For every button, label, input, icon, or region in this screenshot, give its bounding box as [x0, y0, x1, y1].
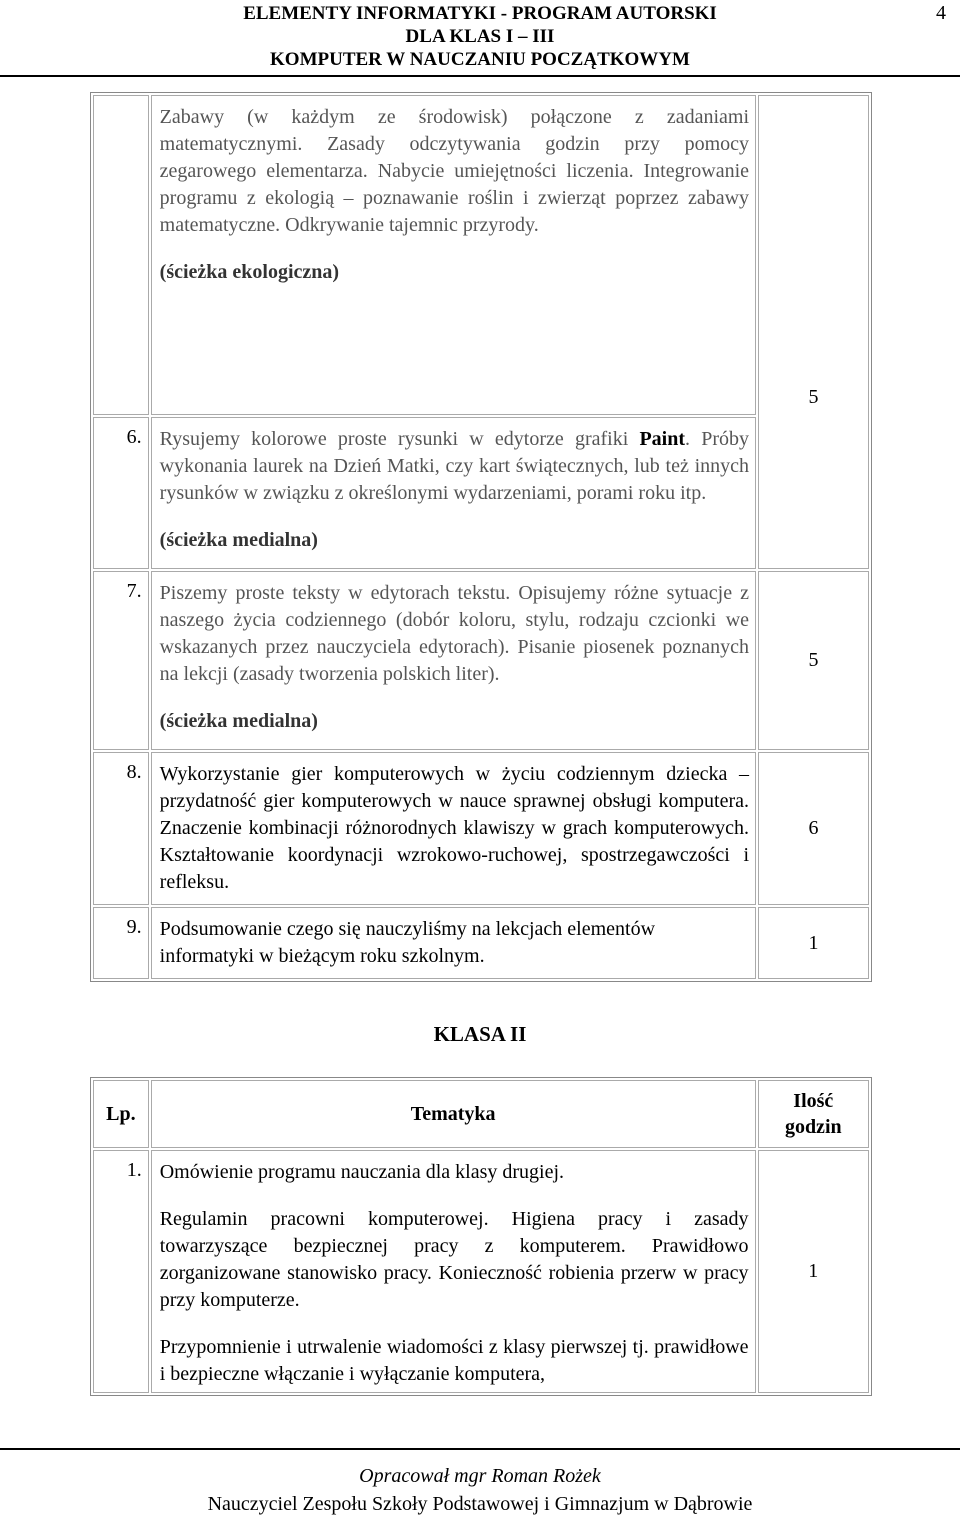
footer-school: Nauczyciel Zespołu Szkoły Podstawowej i Gimnazjum w Dąbrowie [207, 1493, 753, 1515]
column-header-lp: Lp. [93, 1080, 149, 1148]
document-header [0, 2, 960, 71]
document-footer [0, 1462, 960, 1518]
table-header-row [93, 1080, 869, 1148]
row-number: 7. [93, 571, 149, 750]
hours-cell: 5 [758, 95, 869, 569]
table-row [93, 1150, 869, 1393]
row-number: 9. [93, 907, 149, 979]
section-title: KLASA II [433, 1022, 527, 1046]
row-number [93, 95, 149, 415]
row-content [151, 907, 756, 979]
row-number: 6. [93, 417, 149, 569]
table-row [93, 752, 869, 905]
row-content [151, 1150, 756, 1393]
curriculum-table-klasa-1 [90, 92, 872, 982]
topic-text: Przypomnienie i utrwalenie wiadomości z klasy pierwszej tj. prawidłowe i bezpieczne włączanie i wyłączanie komputera, [159, 1336, 749, 1385]
topic-text: Zabawy (w każdym ze środowisk) połączone z zadaniami matematycznymi. Zasady odczytywania godzin przy pomocy zegarowego elementarza. Nabycie umiejętności liczenia. Integrowanie programu z ekologią – poznawanie roślin i zwierząt poprzez zabawy matematyczne. Odkrywanie tajemnic przyrody. [159, 106, 750, 236]
hours-cell: 1 [758, 907, 869, 979]
topic-text: Omówienie programu nauczania dla klasy drugiej. [159, 1161, 565, 1183]
table-row [93, 95, 869, 415]
topic-text: Regulamin pracowni komputerowej. Higiena pracy i zasady towarzyszące bezpiecznej pracy z komputerem. Prawidłowo zorganizowane stanowisko pracy. Konieczność robienia przerw w pracy przy komputerze. [159, 1208, 749, 1311]
footer-author: Opracował mgr Roman Rożek [359, 1465, 601, 1487]
column-header-hours: Ilość godzin [758, 1080, 869, 1148]
topic-text: Piszemy proste teksty w edytorach tekstu. Opisujemy różne sytuacje z naszego życia codziennego (dobór koloru, stylu, rodzaju czcionki we wskazanych przez nauczyciela edytorach). Pisanie piosenek poznanych na lekcji (zasady tworzenia polskich liter). [159, 582, 750, 685]
header-line-3: KOMPUTER W NAUCZANIU POCZĄTKOWYM [270, 49, 690, 70]
curriculum-table-klasa-2 [90, 1077, 872, 1396]
row-content [151, 95, 756, 415]
header-rule [0, 75, 960, 77]
path-label: (ścieżka ekologiczna) [159, 261, 340, 283]
row-number: 8. [93, 752, 149, 905]
row-content [151, 752, 756, 905]
topic-text: Podsumowanie czego się nauczyliśmy na lekcjach elementów informatyki w bieżącym roku szkolnym. [159, 918, 656, 967]
header-line-1: ELEMENTY INFORMATYKI - PROGRAM AUTORSKI [243, 3, 717, 24]
header-line-2: DLA KLAS I – III [405, 26, 555, 47]
path-label: (ścieżka medialna) [159, 710, 318, 732]
hours-cell: 1 [758, 1150, 869, 1393]
topic-text: Rysujemy kolorowe proste rysunki w edytorze grafiki Paint. Próby wykonania laurek na Dzień Matki, czy kart świątecznych, lub też innych rysunków w związku z określonymi wydarzeniami, porami roku itp. [159, 428, 750, 504]
path-label: (ścieżka medialna) [159, 529, 318, 551]
row-content [151, 417, 756, 569]
hours-cell: 5 [758, 571, 869, 750]
table-row [93, 571, 869, 750]
topic-text: Wykorzystanie gier komputerowych w życiu codziennym dziecka – przydatność gier komputerowych w nauce sprawnej obsługi komputera. Znaczenie kombinacji różnorodnych klawiszy w grach komputerowych. Kształtowanie koordynacji wzrokowo-ruchowej, spostrzegawczości i refleksu. [159, 763, 750, 893]
table-row [93, 417, 869, 569]
table-row [93, 907, 869, 979]
row-content [151, 571, 756, 750]
row-number: 1. [93, 1150, 149, 1393]
hours-cell: 6 [758, 752, 869, 905]
column-header-topic: Tematyka [151, 1080, 756, 1148]
page-number: 4 [936, 2, 946, 24]
footer-rule [0, 1448, 960, 1450]
